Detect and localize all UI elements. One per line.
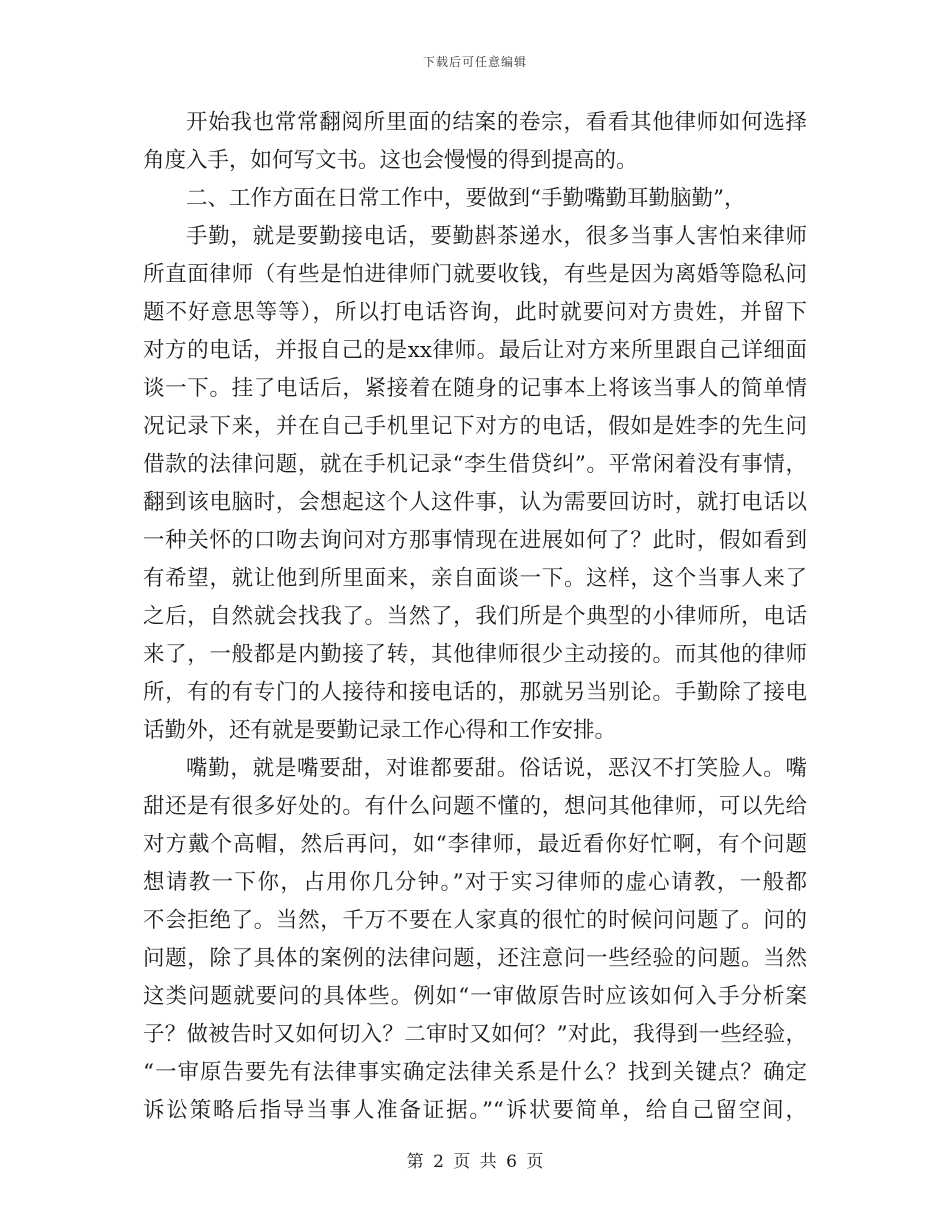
text-line: 甜还是有很多好处的。有什么问题不懂的，想问其他律师，可以先给 — [143, 794, 807, 819]
text-line: 子？做被告时又如何切入？二审时又如何？”对此，我得到一些经验， — [143, 1022, 807, 1047]
text-line: 况记录下来，并在自己手机里记下对方的电话，假如是姓李的先生问 — [143, 414, 807, 439]
text-line: 问题，除了具体的案例的法律问题，还注意问一些经验的问题。当然 — [143, 946, 807, 971]
text-line: 对方的电话，并报自己的是xx律师。最后让对方来所里跟自己详细面 — [143, 338, 807, 363]
text-line: 一种关怀的口吻去询问对方那事情现在进展如何了？此时，假如看到 — [143, 528, 807, 553]
text-line: 借款的法律问题，就在手机记录“李生借贷纠”。平常闲着没有事情， — [143, 452, 807, 477]
text-line: 嘴勤，就是嘴要甜，对谁都要甜。俗话说，恶汉不打笑脸人。嘴 — [186, 756, 807, 781]
text-line: 角度入手，如何写文书。这也会慢慢的得到提高的。 — [143, 148, 638, 173]
document-body — [143, 104, 807, 1130]
text-line: 不会拒绝了。当然，千万不要在人家真的很忙的时候问问题了。问的 — [143, 908, 807, 933]
text-line: 有希望，就让他到所里面来，亲自面谈一下。这样，这个当事人来了 — [143, 566, 807, 591]
text-line: 来了，一般都是内勤接了转，其他律师很少主动接的。而其他的律师 — [143, 642, 807, 667]
text-line: 诉讼策略后指导当事人准备证据。”“诉状要简单，给自己留空间， — [143, 1098, 807, 1123]
text-line: 话勤外，还有就是要勤记录工作心得和工作安排。 — [143, 718, 617, 743]
text-line: 二、工作方面在日常工作中，要做到“手勤嘴勤耳勤脑勤”， — [186, 186, 746, 211]
text-line: 之后，自然就会找我了。当然了，我们所是个典型的小律师所，电话 — [143, 604, 807, 629]
text-line: 开始我也常常翻阅所里面的结案的卷宗，看看其他律师如何选择 — [186, 110, 807, 135]
text-line: 所，有的有专门的人接待和接电话的，那就另当别论。手勤除了接电 — [143, 680, 807, 705]
text-line: 谈一下。挂了电话后，紧接着在随身的记事本上将该当事人的简单情 — [143, 376, 807, 401]
text-line: 题不好意思等等），所以打电话咨询，此时就要问对方贵姓，并留下 — [143, 300, 807, 325]
text-line: 手勤，就是要勤接电话，要勤斟茶递水，很多当事人害怕来律师 — [186, 224, 807, 249]
page-number-footer: 第 2 页 共 6 页 — [406, 1152, 544, 1172]
text-line: 想请教一下你，占用你几分钟。”对于实习律师的虚心请教，一般都 — [143, 870, 807, 895]
text-line: 对方戴个高帽，然后再问，如“李律师，最近看你好忙啊，有个问题 — [143, 832, 807, 857]
text-line: 这类问题就要问的具体些。例如“一审做原告时应该如何入手分析案 — [143, 984, 807, 1009]
text-line: 翻到该电脑时，会想起这个人这件事，认为需要回访时，就打电话以 — [143, 490, 807, 515]
text-line: “一审原告要先有法律事实确定法律关系是什么？找到关键点？确定 — [143, 1060, 807, 1085]
text-line: 所直面律师（有些是怕进律师门就要收钱，有些是因为离婚等隐私问 — [143, 262, 807, 287]
page-header: 下载后可任意编辑 — [422, 55, 527, 69]
